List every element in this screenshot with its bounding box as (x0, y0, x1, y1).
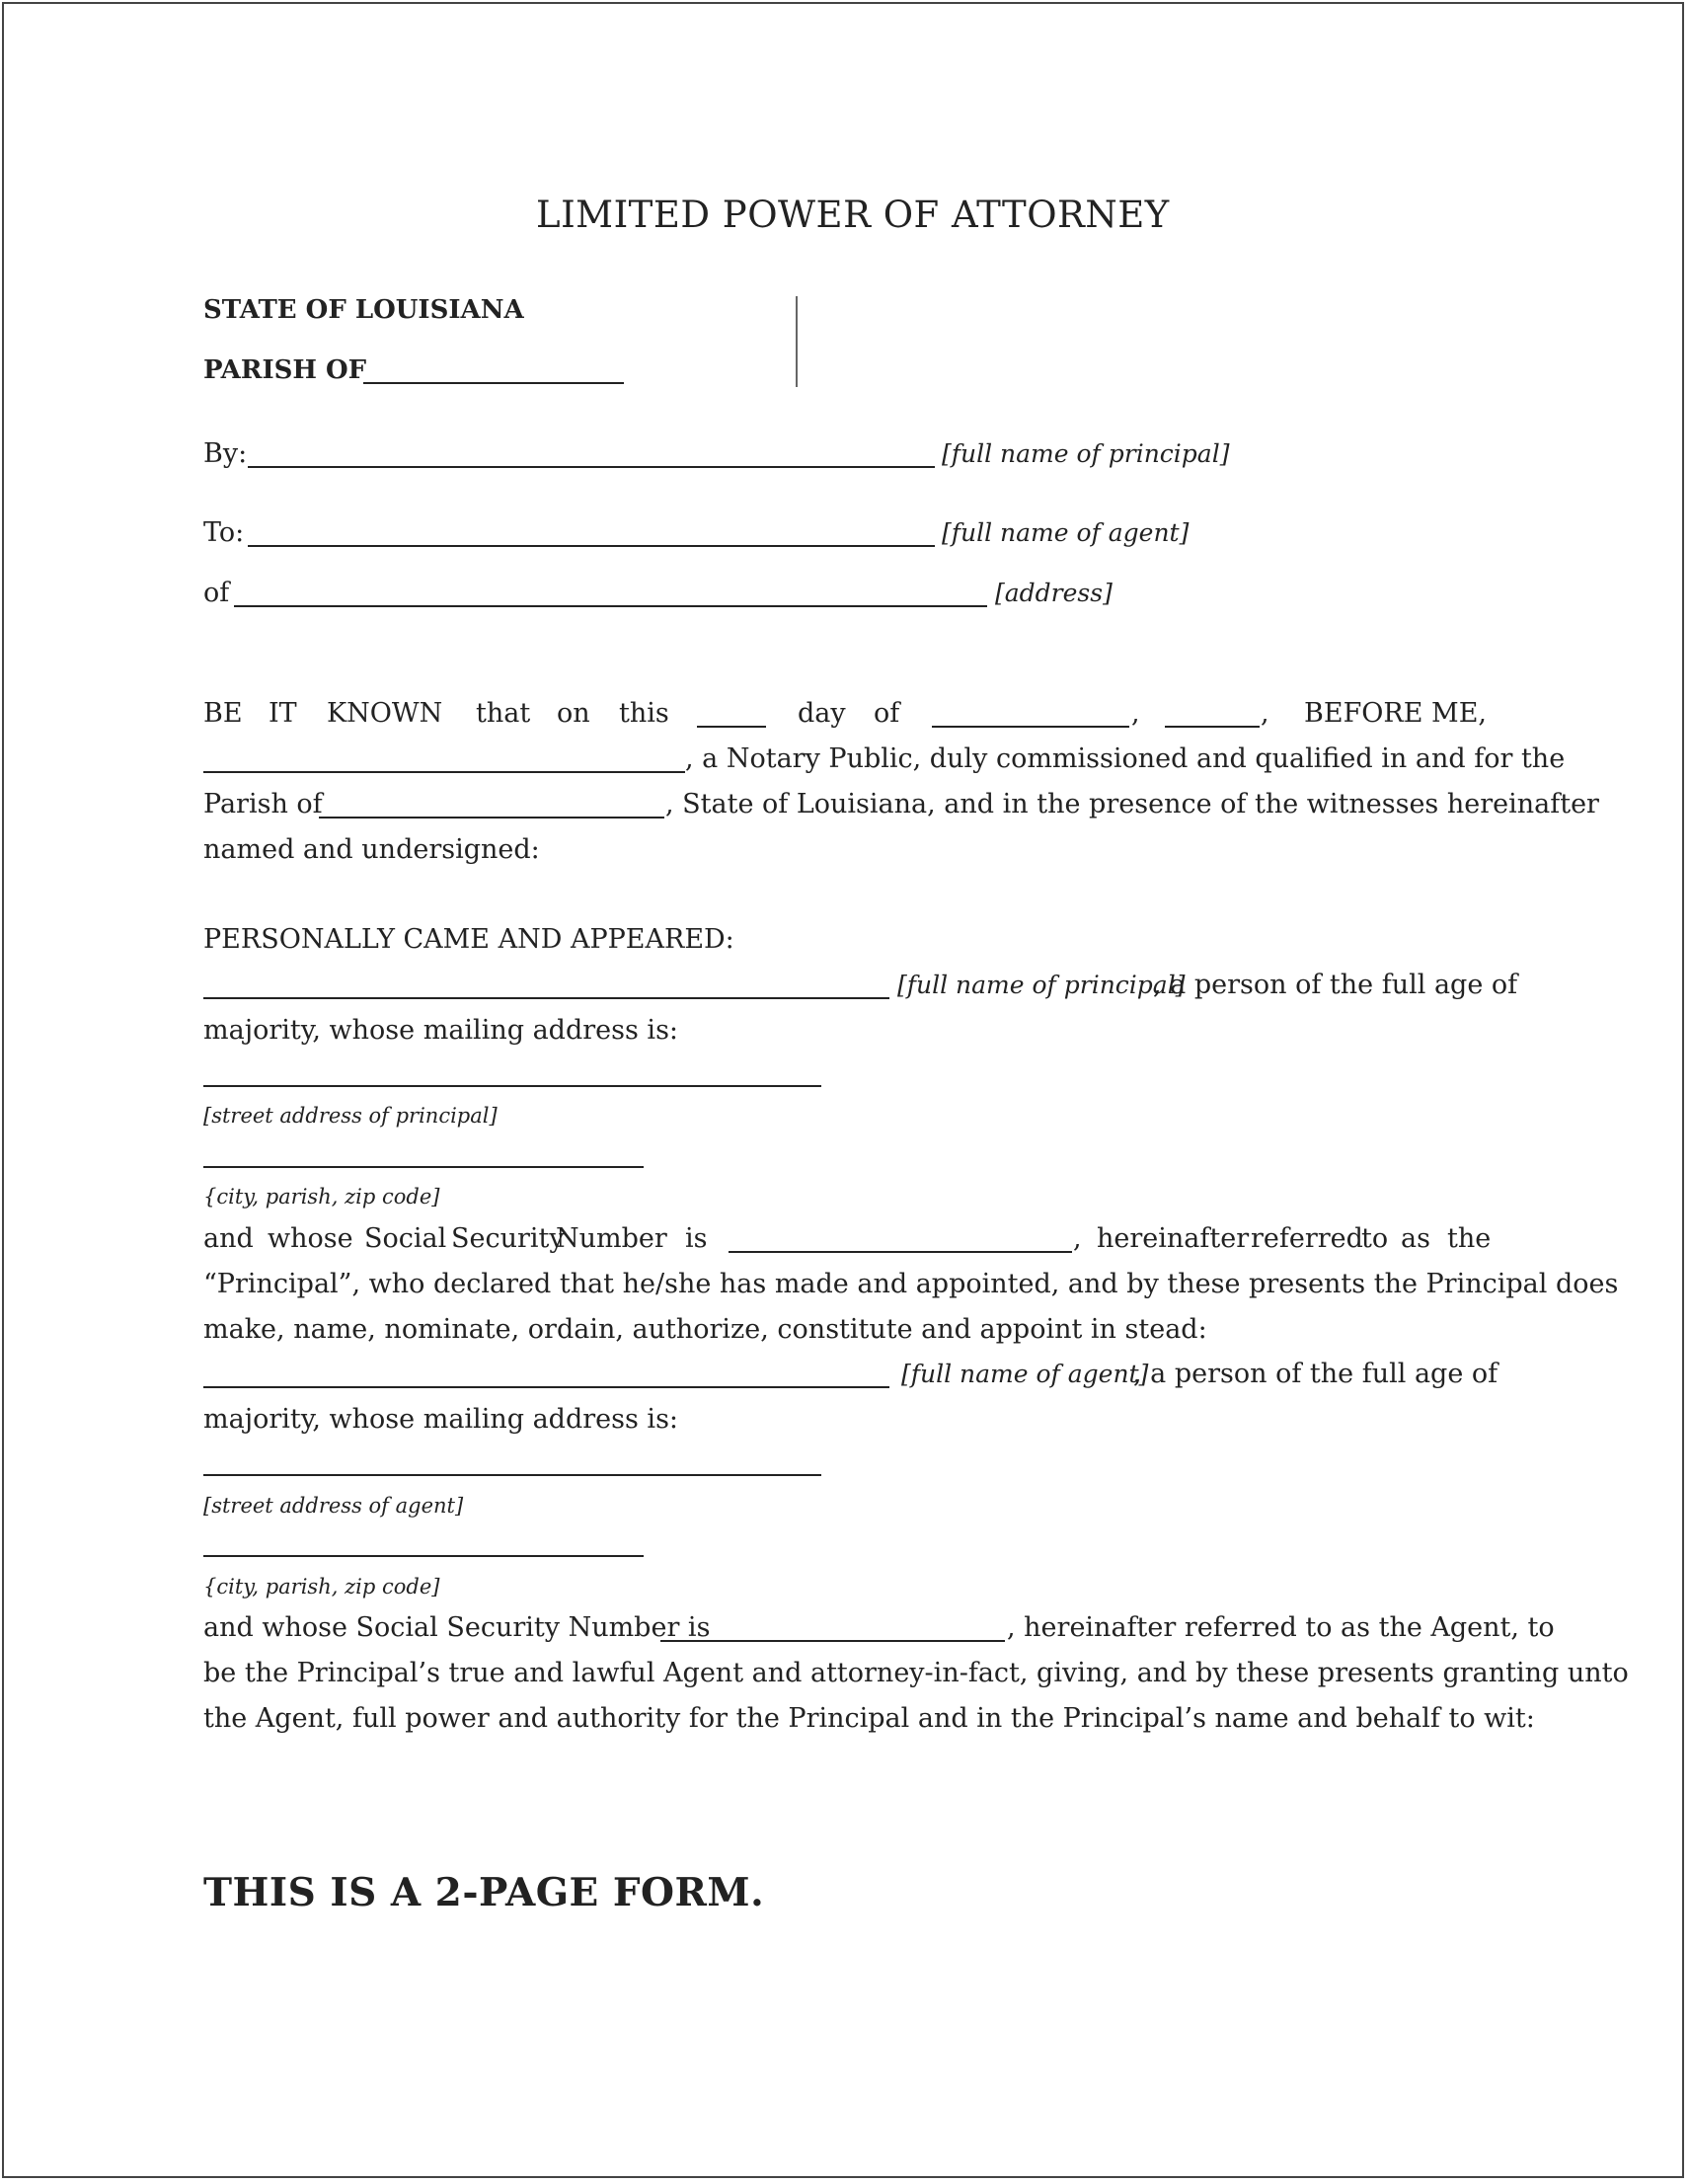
word: referred (1251, 1223, 1363, 1254)
state-label: STATE OF LOUISIANA (203, 295, 524, 325)
street-agent-hint: [street address of agent] (203, 1494, 464, 1518)
street-principal-line[interactable] (203, 1085, 821, 1087)
word: day (798, 698, 846, 729)
month-line[interactable] (932, 726, 1129, 728)
word: Security (451, 1223, 565, 1254)
word: that (476, 698, 531, 729)
agent-rest: , a person of the full age of (1133, 1359, 1498, 1389)
word: and (203, 1223, 254, 1254)
agent-ssn-line[interactable] (660, 1640, 1005, 1642)
to-label: To: (203, 517, 245, 548)
word: this (619, 698, 669, 729)
street-agent-line[interactable] (203, 1474, 821, 1476)
of-label: of (203, 578, 230, 608)
city-principal-line[interactable] (203, 1166, 644, 1168)
agent-line-2: be the Principal’s true and lawful Agent and attorney-in-fact, giving, and by these presents granting unto (203, 1658, 1629, 1688)
parish-of-label: Parish of (203, 789, 323, 819)
word: whose (268, 1223, 353, 1254)
year-line[interactable] (1165, 726, 1260, 728)
notary-parish-line[interactable] (319, 817, 664, 819)
agent-ssn-post: , hereinafter referred to as the Agent, to (1007, 1612, 1555, 1643)
by-hint: [full name of principal] (942, 439, 1230, 468)
word: hereinafter (1097, 1223, 1250, 1254)
word: the (1447, 1223, 1492, 1254)
word: on (557, 698, 590, 729)
of-hint: [address] (995, 579, 1113, 607)
word: is (685, 1223, 708, 1254)
principal-hint: [full name of principal] (897, 971, 1186, 999)
principal-name-line[interactable] (248, 466, 935, 468)
city-agent-line[interactable] (203, 1555, 644, 1557)
word: Social (364, 1223, 447, 1254)
word: Number (556, 1223, 667, 1254)
majority-text-1: majority, whose mailing address is: (203, 1015, 679, 1046)
known-line-3: , State of Louisiana, and in the presence of the witnesses hereinafter (665, 789, 1599, 819)
principal-line-2: “Principal”, who declared that he/she has made and appointed, and by these presents the Principal does (203, 1269, 1619, 1299)
word: BEFORE ME, (1304, 698, 1487, 729)
parish-field-line[interactable] (363, 382, 624, 384)
caption-divider (796, 296, 798, 387)
to-hint: [full name of agent] (942, 518, 1190, 547)
day-line[interactable] (697, 726, 766, 728)
agent-name-line[interactable] (248, 545, 935, 547)
page-border (2, 2, 1684, 2178)
principal-rest: , a person of the full age of (1153, 970, 1518, 1000)
comma: , (1131, 698, 1140, 729)
word: BE (203, 698, 243, 729)
comma: , (1261, 698, 1269, 729)
known-line-4: named and undersigned: (203, 834, 540, 865)
known-line-2: , a Notary Public, duly commissioned and qualified in and for the (685, 743, 1566, 774)
two-page-notice: THIS IS A 2-PAGE FORM. (203, 1870, 765, 1915)
agent-name-line-2[interactable] (203, 1386, 889, 1388)
principal-name-line-2[interactable] (203, 997, 889, 999)
city-agent-hint: {city, parish, zip code] (203, 1575, 440, 1599)
notary-name-line[interactable] (203, 771, 685, 773)
city-principal-hint: {city, parish, zip code] (203, 1185, 440, 1209)
parish-label: PARISH OF (203, 355, 367, 385)
word: of (874, 698, 900, 729)
comma: , (1073, 1223, 1082, 1254)
word: KNOWN (327, 698, 443, 729)
agent-ssn-pre: and whose Social Security Number is (203, 1612, 711, 1643)
majority-text-2: majority, whose mailing address is: (203, 1404, 679, 1435)
principal-ssn-line[interactable] (729, 1251, 1072, 1253)
street-principal-hint: [street address of principal] (203, 1104, 498, 1128)
word: IT (269, 698, 297, 729)
by-label: By: (203, 438, 248, 469)
word: to (1361, 1223, 1389, 1254)
principal-line-3: make, name, nominate, ordain, authorize, constitute and appoint in stead: (203, 1314, 1207, 1345)
word: as (1401, 1223, 1430, 1254)
appeared-heading: PERSONALLY CAME AND APPEARED: (203, 924, 734, 955)
agent-line-3: the Agent, full power and authority for the Principal and in the Principal’s name and behalf to wit: (203, 1703, 1535, 1734)
agent-hint: [full name of agent] (901, 1360, 1149, 1388)
address-line[interactable] (234, 605, 987, 607)
document-title: LIMITED POWER OF ATTORNEY (536, 194, 1170, 236)
